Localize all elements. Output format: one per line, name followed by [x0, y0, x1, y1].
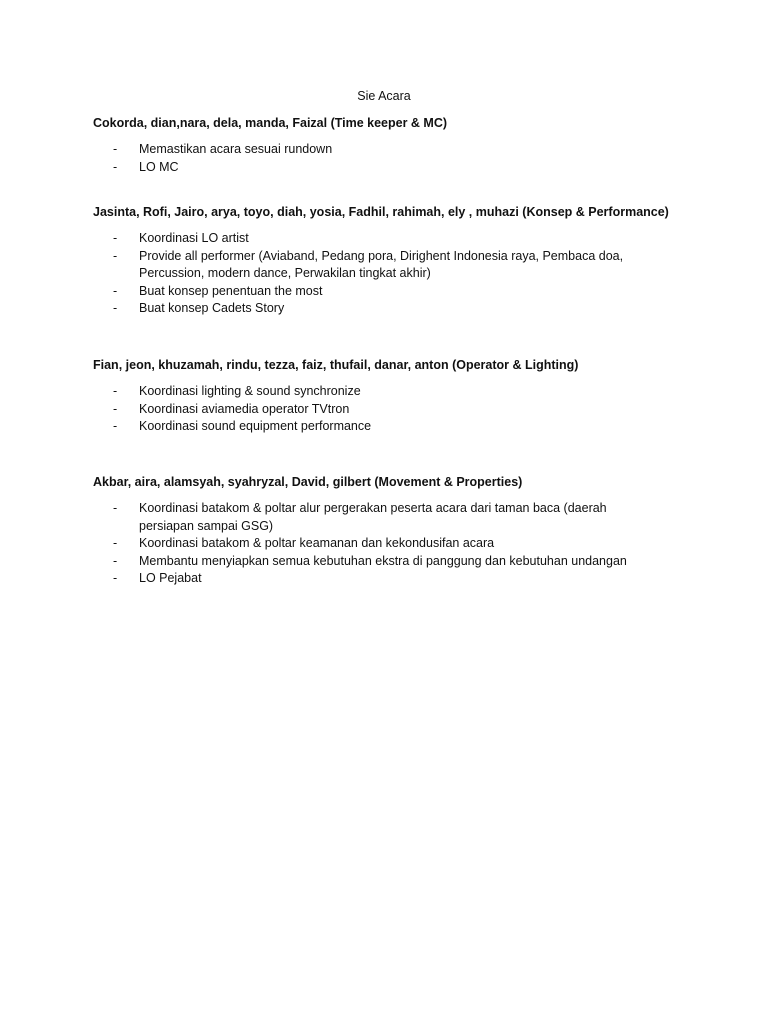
- bullet-list: [93, 500, 693, 588]
- list-item-text: Koordinasi batakom & poltar alur pergerakan peserta acara dari taman baca (daerah persiapan sampai GSG): [139, 501, 607, 533]
- bullet-marker: -: [113, 419, 118, 433]
- bullet-marker: -: [113, 401, 118, 416]
- section-heading: Fian, jeon, khuzamah, rindu, tezza, faiz, thufail, danar, anton (Operator & Lighting): [93, 358, 579, 372]
- list-item: [93, 159, 693, 177]
- section-time-keeper-mc: [93, 115, 693, 176]
- list-item: [93, 141, 693, 159]
- list-item: [93, 283, 693, 301]
- bullet-marker: -: [113, 536, 118, 550]
- bullet-marker: -: [113, 159, 118, 174]
- bullet-marker: -: [113, 283, 118, 298]
- list-item: [93, 418, 693, 436]
- list-item: [93, 383, 693, 401]
- list-item-text: Provide all performer (Aviaband, Pedang pora, Dirighent Indonesia raya, Pembaca doa, Percussion, modern dance, Perwakilan tingkat akhir): [139, 248, 624, 280]
- list-item: [93, 535, 693, 553]
- list-item-text: Buat konsep penentuan the most: [139, 283, 323, 298]
- list-item-text: Koordinasi batakom & poltar keamanan dan kekondusifan acara: [139, 536, 495, 550]
- document-title: Sie Acara: [357, 89, 411, 103]
- bullet-marker: -: [113, 142, 118, 156]
- list-item: [93, 248, 693, 283]
- list-item-text: Koordinasi sound equipment performance: [139, 419, 372, 433]
- section-heading: Akbar, aira, alamsyah, syahryzal, David, gilbert (Movement & Properties): [93, 475, 523, 489]
- section-movement-properties: [93, 474, 693, 588]
- bullet-marker: -: [113, 231, 118, 245]
- bullet-marker: -: [113, 301, 118, 315]
- list-item: [93, 570, 693, 588]
- bullet-list: [93, 141, 693, 176]
- bullet-list: [93, 383, 693, 436]
- bullet-marker: -: [113, 571, 118, 585]
- list-item: [93, 553, 693, 571]
- list-item: [93, 500, 693, 535]
- section-heading: Cokorda, dian,nara, dela, manda, Faizal (Time keeper & MC): [93, 116, 448, 130]
- bullet-marker: -: [113, 501, 118, 515]
- list-item-text: Koordinasi aviamedia operator TVtron: [139, 401, 350, 416]
- list-item: [93, 300, 693, 318]
- list-item-text: Buat konsep Cadets Story: [139, 301, 285, 315]
- section-konsep-performance: [93, 204, 693, 318]
- list-item: [93, 401, 693, 419]
- section-heading: Jasinta, Rofi, Jairo, arya, toyo, diah, yosia, Fadhil, rahimah, ely , muhazi (Konsep & Performance): [93, 205, 669, 219]
- bullet-marker: -: [113, 553, 118, 568]
- list-item-text: Membantu menyiapkan semua kebutuhan ekstra di panggung dan kebutuhan undangan: [139, 553, 627, 568]
- bullet-marker: -: [113, 384, 118, 398]
- bullet-marker: -: [113, 248, 118, 263]
- list-item-text: Koordinasi lighting & sound synchronize: [139, 384, 361, 398]
- list-item-text: LO MC: [139, 159, 179, 174]
- list-item-text: LO Pejabat: [139, 571, 202, 585]
- list-item-text: Memastikan acara sesuai rundown: [139, 142, 333, 156]
- list-item-text: Koordinasi LO artist: [139, 231, 249, 245]
- list-item: [93, 230, 693, 248]
- section-operator-lighting: [93, 357, 693, 436]
- bullet-list: [93, 230, 693, 318]
